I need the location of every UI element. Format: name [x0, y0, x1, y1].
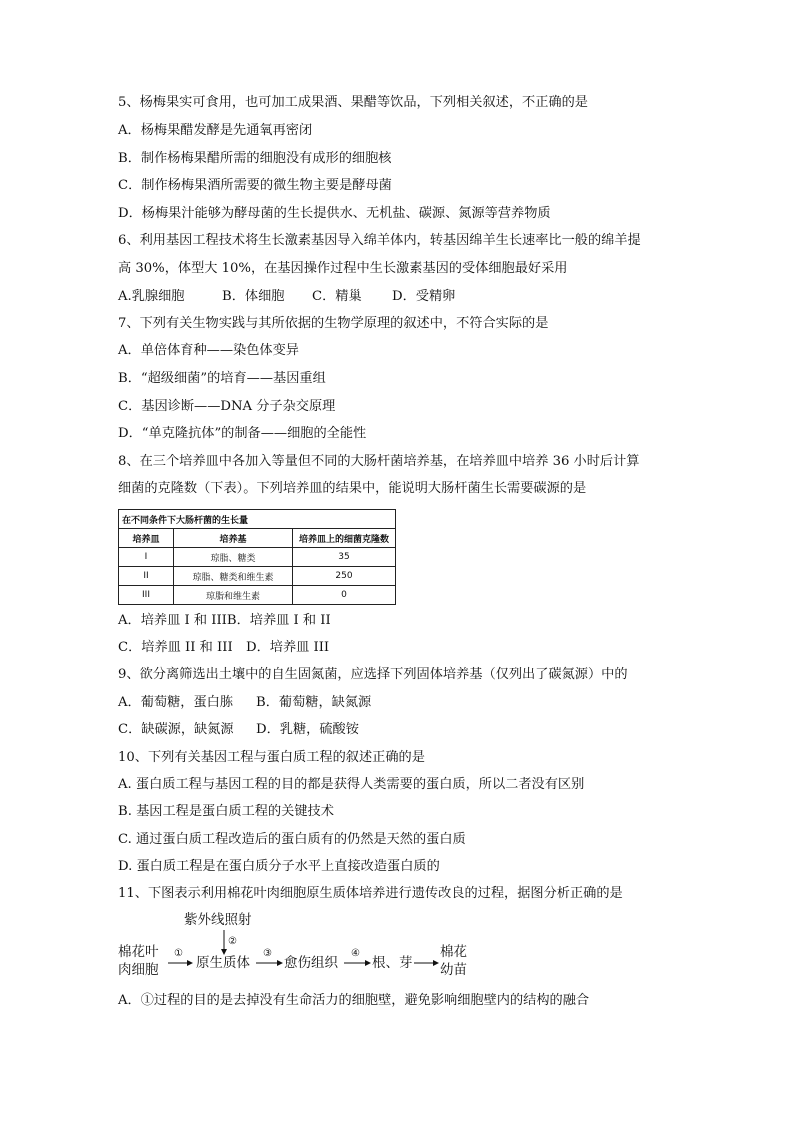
q5-option-c: C．制作杨梅果酒所需要的微生物主要是酵母菌: [118, 178, 392, 193]
callus-label: 愈伤组织: [284, 955, 338, 971]
step-1-marker: ①: [174, 948, 183, 959]
q8-stem-line2: 细菌的克隆数（下表）。下列培养皿的结果中，能说明大肠杆菌生长需要碳源的是: [118, 481, 587, 496]
table-header: 培养皿: [119, 529, 174, 548]
q8-options-cd: [118, 639, 678, 657]
q10-option-c: C. 通过蛋白质工程改造后的蛋白质有的仍然是天然的蛋白质: [118, 832, 466, 847]
diagram-arrows: [118, 910, 478, 982]
step-3-marker: ③: [263, 948, 272, 959]
table-cell: III: [119, 586, 174, 605]
growth-table: [118, 509, 396, 605]
q6-stem-line2: 高 30%，体型大 10%，在基因操作过程中生长激素基因的受体细胞最好采用: [118, 261, 568, 276]
q10-option-d: D. 蛋白质工程是在蛋白质分子水平上直接改造蛋白质的: [118, 859, 440, 874]
uv-label: 紫外线照射: [184, 912, 252, 928]
table-header: 培养皿上的细菌克隆数: [293, 529, 396, 548]
q9-options-cd: [118, 721, 678, 739]
q6-option-d: D．受精卵: [392, 289, 456, 304]
table-cell: 35: [293, 548, 396, 567]
table-header: 培养基: [174, 529, 293, 548]
q5-stem: 5、杨梅果实可食用，也可加工成果酒、果醋等饮品，下列相关叙述，不正确的是: [118, 95, 588, 110]
table-row: [119, 567, 396, 586]
q5-option-b: B．制作杨梅果醋所需的细胞没有成形的细胞核: [118, 151, 392, 166]
table-cell: II: [119, 567, 174, 586]
table-cell: 琼脂、糖类和维生素: [174, 567, 293, 586]
q9-option-c: C．缺碳源，缺氮源: [118, 722, 234, 737]
table-cell: 琼脂和维生素: [174, 586, 293, 605]
q6-option-c: C．精巢: [312, 289, 362, 304]
step-4-marker: ④: [351, 948, 360, 959]
q8-options-ab: A．培养皿 I 和 IIIB．培养皿 I 和 II: [118, 613, 331, 628]
q9-option-d: D．乳糖，硫酸铵: [256, 722, 359, 737]
table-title: 在不同条件下大肠杆菌的生长量: [119, 510, 396, 529]
q6-stem-line1: 6、利用基因工程技术将生长激素基因导入绵羊体内，转基因绵羊生长速率比一般的绵羊提: [118, 233, 641, 248]
q10-option-a: A. 蛋白质工程与基因工程的目的都是获得人类需要的蛋白质，所以二者没有区别: [118, 777, 585, 792]
q7-option-b: B．“超级细菌”的培育——基因重组: [118, 371, 326, 386]
q9-option-a: A．葡萄糖，蛋白胨: [118, 695, 234, 710]
q9-stem: 9、欲分离筛选出土壤中的自生固氮菌，应选择下列固体培养基（仅列出了碳氮源）中的: [118, 667, 628, 682]
q5-option-d: D．杨梅果汁能够为酵母菌的生长提供水、无机盐、碳源、氮源等营养物质: [118, 206, 551, 221]
q8-option-d: D．培养皿 III: [246, 640, 330, 655]
q10-stem: 10、下列有关基因工程与蛋白质工程的叙述正确的是: [118, 750, 425, 765]
end-label-line1: 棉花: [440, 944, 467, 960]
q8-option-c: C．培养皿 II 和 III: [118, 640, 233, 655]
q6-option-a: A.乳腺细胞: [118, 289, 185, 304]
end-label-line2: 幼苗: [440, 962, 467, 978]
q7-option-c: C．基因诊断——DNA 分子杂交原理: [118, 399, 336, 414]
table-cell: 250: [293, 567, 396, 586]
cotton-process-diagram: [118, 910, 478, 982]
q9-options-ab: [118, 694, 678, 712]
protoplast-label: 原生质体: [196, 955, 250, 971]
table-cell: 0: [293, 586, 396, 605]
q9-option-b: B．葡萄糖，缺氮源: [256, 695, 372, 710]
q11-option-a: A．①过程的目的是去掉没有生命活力的细胞壁，避免影响细胞壁内的结构的融合: [118, 993, 590, 1008]
q11-stem: 11、下图表示利用棉花叶肉细胞原生质体培养进行遗传改良的过程，据图分析正确的是: [118, 886, 623, 901]
table-row: [119, 548, 396, 567]
start-label-line1: 棉花叶: [118, 944, 159, 960]
q5-option-a: A．杨梅果醋发酵是先通氧再密闭: [118, 123, 313, 138]
table-cell: I: [119, 548, 174, 567]
roots-buds-label: 根、芽: [372, 955, 413, 971]
start-label-line2: 肉细胞: [118, 962, 159, 978]
q7-stem: 7、下列有关生物实践与其所依据的生物学原理的叙述中，不符合实际的是: [118, 316, 549, 331]
table-cell: 琼脂、糖类: [174, 548, 293, 567]
q6-option-b: B．体细胞: [222, 289, 285, 304]
q8-stem-line1: 8、在三个培养皿中各加入等量但不同的大肠杆菌培养基，在培养皿中培养 36 小时后计算: [118, 454, 640, 469]
q10-option-b: B. 基因工程是蛋白质工程的关键技术: [118, 804, 334, 819]
q7-option-a: A．单倍体育种——染色体变异: [118, 343, 299, 358]
table-row: [119, 586, 396, 605]
q6-options: [118, 288, 678, 306]
q7-option-d: D．“单克隆抗体”的制备——细胞的全能性: [118, 426, 367, 441]
step-2-marker: ②: [228, 936, 237, 947]
